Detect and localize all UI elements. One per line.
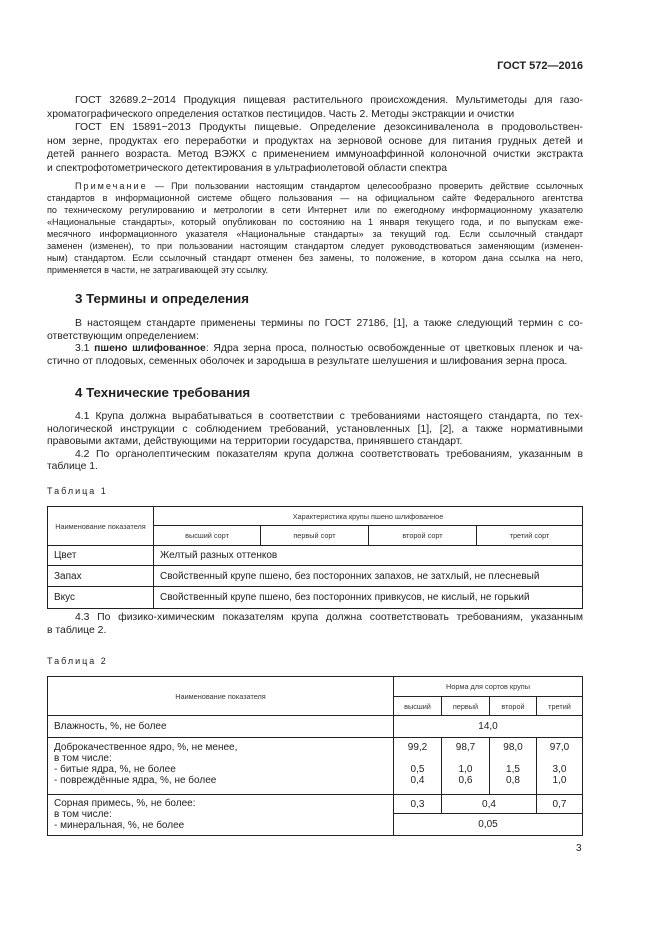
text-line: В настоящем стандарте применены термины по ГОСТ 27186, [1], а также следующий термин с со- <box>75 318 583 329</box>
row-name: Запах <box>48 566 154 587</box>
sub-header: высший сорт <box>154 526 261 546</box>
row-name: Вкус <box>48 587 154 609</box>
section-3-heading: 3 Термины и определения <box>75 291 249 306</box>
cell-value: 1,0 <box>458 764 473 775</box>
col-header-indicator: Наименование показателя <box>48 677 394 716</box>
row-value: 14,0 <box>394 716 583 738</box>
sub-header: третий <box>537 697 583 716</box>
cell-value: 0,5 <box>410 764 425 775</box>
table-1 <box>47 506 583 609</box>
text-line: ГОСТ 32689.2−2014 Продукция пищевая растительного происхождения. Мультиметоды для газо- <box>75 95 583 106</box>
reference-entry <box>47 121 583 175</box>
term-line: 3.1 пшено шлифованное: Ядра зерна проса, полностью освобожденные от цветковых пленок и ча- <box>75 343 583 354</box>
row-name: Сорная примесь, %, не более: в том числе: - минеральная, %, не более <box>48 795 394 836</box>
section-4-heading: 4 Технические требования <box>75 385 251 400</box>
section-3-body <box>47 318 583 368</box>
row-name: Доброкачественное ядро, %, не менее, в том числе: - битые ядра, %, не более - повреждённые ядра, %, не более <box>48 738 394 795</box>
text-line: таблице 1. <box>47 461 98 472</box>
row-name: Цвет <box>48 546 154 566</box>
table-2-caption: Таблица 2 <box>47 656 108 666</box>
note <box>47 180 583 276</box>
row-values <box>394 738 442 795</box>
cell-value: 0,6 <box>458 775 473 786</box>
note-first-line: Примечание — При пользовании настоящим стандартом целесообразно проверить действие ссылочных <box>75 181 584 191</box>
table-1-caption: Таблица 1 <box>47 486 108 496</box>
row-values <box>537 738 583 795</box>
text-line: ответствующим определением: <box>47 330 199 342</box>
text-line: и спектрофотометрического детектирования в ультрафиолетовой области спектра <box>47 162 448 174</box>
page-number: 3 <box>576 843 582 854</box>
row-value: 0,4 <box>442 795 537 814</box>
cell-value <box>394 753 441 764</box>
cell-value: 98,7 <box>455 742 476 753</box>
cell-value <box>537 753 582 764</box>
cell-value: 3,0 <box>552 764 567 775</box>
paragraph <box>47 411 583 449</box>
col-header-indicator: Наименование показателя <box>48 507 154 546</box>
table-row <box>48 795 583 814</box>
section-4-body <box>47 411 583 474</box>
cell-value: 0,8 <box>506 775 520 786</box>
text-line: 4.3 По физико-химическим показателям крупа должна соответствовать требованиям, указанным <box>75 612 583 623</box>
cell-value: 99,2 <box>407 742 428 753</box>
text-line: месячного информационного указателя «Национальные стандарты» за текущий год. Если ссылочный стандарт <box>47 229 583 239</box>
table-row <box>48 738 583 795</box>
text-line: 4.1 Крупа должна вырабатываться в соответствии с требованиями настоящего стандарта, по тех- <box>75 411 583 422</box>
text-line: правовыми актами, действующими на территории государства, принявшего стандарт. <box>47 436 463 447</box>
text-line: «Национальные стандарты», который опубликован по состоянию на 1 января текущего года, и по выпускам еже- <box>47 217 583 227</box>
row-values <box>442 738 490 795</box>
sub-header: первый сорт <box>261 526 369 546</box>
row-value: Свойственный крупе пшено, без посторонних привкусов, не кислый, не горький <box>154 587 583 609</box>
term: пшено шлифованное <box>94 343 206 354</box>
row-value: 0,05 <box>394 814 583 836</box>
text-line: ным) стандартом. Если ссылочный стандарт отменен без замены, то положение, в котором дана ссылка на него, <box>47 253 583 263</box>
sub-header: второй сорт <box>369 526 477 546</box>
text-line: по техническому регулированию и метрологии в сети Интернет или по ежегодному информационному указателю <box>47 205 583 215</box>
row-name: Влажность, %, не более <box>48 716 394 738</box>
reference-entry <box>47 94 583 121</box>
sub-header: второй <box>490 697 537 716</box>
row-value: 0,3 <box>394 795 442 814</box>
sub-header: третий сорт <box>477 526 583 546</box>
sub-header: высший <box>394 697 442 716</box>
cell-value: 1,5 <box>506 764 520 775</box>
table-row <box>48 716 583 738</box>
text-line: заменен (изменен), то при пользовании настоящим стандартом следует руководствоваться заменяющим (изменен- <box>47 241 583 251</box>
document-id-header: ГОСТ 572—2016 <box>497 60 583 72</box>
sub-header: первый <box>442 697 490 716</box>
table-row <box>48 546 583 566</box>
cell-value: 0,4 <box>410 775 425 786</box>
term-line: стично от плодовых, семенных оболочек и зародыша в результате шелушения и шлифования зерна проса. <box>47 355 568 367</box>
cell-value <box>490 753 536 764</box>
text-line: детей раннего возраста. Метод ВЭЖХ с применением иммуноаффинной колоночной очистки экстракта <box>47 149 583 160</box>
text-line: применяется в части, не затрагивающей эту ссылку. <box>47 265 269 275</box>
cell-value: 97,0 <box>549 742 570 753</box>
paragraph <box>47 318 583 343</box>
group-header: Норма для сортов крупы <box>394 677 583 697</box>
text-line: ном зерне, продуктах его переработки и продуктах на зерновой основе для питания грудных детей и <box>47 135 583 147</box>
text-line: хроматографического определения остатков пестицидов. Часть 2. Методы экстракции и очистки <box>47 108 515 120</box>
row-value: Свойственный крупе пшено, без посторонних запахов, не затхлый, не плесневый <box>154 566 583 587</box>
table-row <box>48 587 583 609</box>
normative-references <box>47 94 583 175</box>
paragraph-4-3 <box>47 612 583 637</box>
row-value: 0,7 <box>537 795 583 814</box>
row-values <box>490 738 537 795</box>
cell-value: 98,0 <box>503 742 523 753</box>
note-body <box>47 192 583 276</box>
group-header: Характеристика крупы пшено шлифованное <box>154 507 583 526</box>
note-label: Примечание <box>75 181 148 191</box>
paragraph <box>47 449 583 474</box>
row-value: Желтый разных оттенков <box>154 546 583 566</box>
text-line: ГОСТ EN 15891−2013 Продукты пищевые. Определение дезоксиниваленола в продовольствен- <box>75 122 583 133</box>
cell-value <box>442 753 489 764</box>
table-row <box>48 566 583 587</box>
table-2 <box>47 676 583 836</box>
text-line: в таблице 2. <box>47 624 107 636</box>
text-line: нологической инструкции с соблюдением требований, установленных [1], [2], а также нормативными <box>47 423 583 435</box>
text-line: стандартов в информационной системе общего пользования — на официальном сайте Федерального агентства <box>47 193 583 203</box>
cell-value: 1,0 <box>552 775 567 786</box>
text-line: 4.2 По органолептическим показателям крупа должна соответствовать требованиям, указанным в <box>75 448 583 460</box>
